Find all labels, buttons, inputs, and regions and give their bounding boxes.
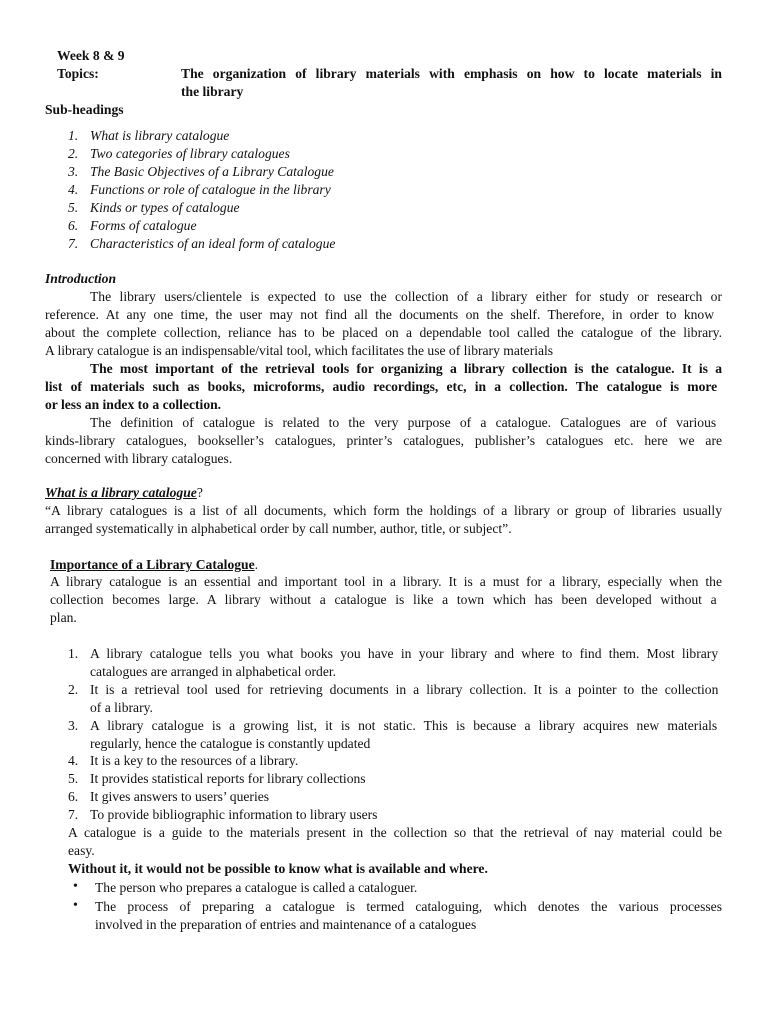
importance-intro-line: A library catalogue is an essential and important tool in a library. It is a must for a library, especially when the [50, 574, 722, 589]
importance-item-line: It provides statistical reports for library collections [90, 771, 366, 786]
what-is-heading-suffix: ? [196, 485, 203, 500]
subheading-num: 6. [68, 218, 79, 233]
intro-p1-line: A library catalogue is an indispensable/vital tool, which facilitates the use of library materials [45, 343, 554, 358]
importance-item-line: of a library. [90, 700, 153, 715]
importance-item-line: A library catalogue tells you what books you have in your library and where to find them. Most library [90, 646, 719, 661]
importance-heading: Importance of a Library Catalogue [50, 557, 255, 572]
what-is-heading: What is a library catalogue [45, 485, 197, 500]
subheadings-label: Sub-headings [45, 102, 124, 117]
subheading-item: Characteristics of an ideal form of catalogue [90, 236, 336, 251]
importance-heading-suffix: . [254, 557, 259, 572]
importance-num: 4. [68, 753, 79, 768]
bullet-item-line: The process of preparing a catalogue is termed cataloguing, which denotes the various processes [95, 899, 722, 914]
what-is-quote-line: arranged systematically in alphabetical order by call number, author, title, or subject”. [45, 521, 512, 536]
importance-item-line: It is a retrieval tool used for retrieving documents in a library collection. It is a pointer to the collection [90, 682, 719, 697]
subheading-num: 3. [68, 164, 79, 179]
subheading-item: The Basic Objectives of a Library Catalogue [90, 164, 334, 179]
intro-p1-line: reference. At any one time, the user may not find all the documents on the shelf. Therefore, in order to know [45, 307, 715, 322]
guide-line: easy. [68, 843, 95, 858]
intro-p3-line: concerned with library catalogues. [45, 451, 233, 466]
intro-p3-line: kinds-library catalogues, bookseller’s catalogues, printer’s catalogues, publisher’s catalogues etc. here we are [45, 433, 722, 448]
intro-p2-line: The most important of the retrieval tools for organizing a library collection is the catalogue. It is a [90, 361, 722, 376]
importance-item-line: A library catalogue is a growing list, it is not static. This is because a library acquires new materials [90, 718, 718, 733]
subheading-num: 7. [68, 236, 79, 251]
importance-item-line: catalogues are arranged in alphabetical order. [90, 664, 337, 679]
intro-p3-line: The definition of catalogue is related to the very purpose of a catalogue. Catalogues are of various [90, 415, 717, 430]
bullet-dot: • [73, 898, 78, 913]
subheading-num: 4. [68, 182, 79, 197]
subheading-num: 5. [68, 200, 79, 215]
subheading-item: What is library catalogue [90, 128, 230, 143]
subheading-num: 2. [68, 146, 79, 161]
importance-intro-line: plan. [50, 610, 77, 625]
importance-num: 2. [68, 682, 79, 697]
subheading-item: Two categories of library catalogues [90, 146, 290, 161]
importance-num: 3. [68, 718, 79, 733]
intro-p2-line: or less an index to a collection. [45, 397, 222, 412]
bullet-dot: • [73, 879, 78, 894]
subheading-num: 1. [68, 128, 79, 143]
subheading-item: Functions or role of catalogue in the library [90, 182, 331, 197]
topics-line-1: The organization of library materials with emphasis on how to locate materials in [181, 66, 722, 81]
importance-item-line: regularly, hence the catalogue is constantly updated [90, 736, 371, 751]
subheading-item: Forms of catalogue [90, 218, 197, 233]
guide-line: A catalogue is a guide to the materials present in the collection so that the retrieval of nay material could be [68, 825, 722, 840]
importance-num: 6. [68, 789, 79, 804]
importance-item-line: It is a key to the resources of a library. [90, 753, 299, 768]
importance-item-line: To provide bibliographic information to library users [90, 807, 378, 822]
importance-num: 1. [68, 646, 79, 661]
what-is-heading-row [45, 484, 203, 502]
week-label: Week 8 & 9 [57, 48, 125, 63]
importance-num: 5. [68, 771, 79, 786]
topics-line-2: the library [181, 84, 244, 99]
bullet-item-line: involved in the preparation of entries and maintenance of a catalogues [95, 917, 477, 932]
without-it-line: Without it, it would not be possible to know what is available and where. [68, 861, 488, 876]
intro-p1-line: The library users/clientele is expected to use the collection of a library either for study or research or [90, 289, 722, 304]
intro-p1-line: about the complete collection, reliance has to be placed on a dependable tool called the catalogue of the library. [45, 325, 722, 340]
importance-heading-row [50, 556, 258, 574]
introduction-heading: Introduction [45, 271, 117, 286]
importance-item-line: It gives answers to users’ queries [90, 789, 270, 804]
bullet-item-line: The person who prepares a catalogue is called a cataloguer. [95, 880, 418, 895]
subheading-item: Kinds or types of catalogue [90, 200, 240, 215]
what-is-quote-line: “A library catalogues is a list of all documents, which form the holdings of a library or group of libraries usually [45, 503, 722, 518]
intro-p2-line: list of materials such as books, microforms, audio recordings, etc, in a collection. The catalogue is more [45, 379, 718, 394]
importance-num: 7. [68, 807, 79, 822]
topics-label: Topics: [57, 66, 99, 81]
importance-intro-line: collection becomes large. A library without a catalogue is like a town which has been developed without a [50, 592, 717, 607]
